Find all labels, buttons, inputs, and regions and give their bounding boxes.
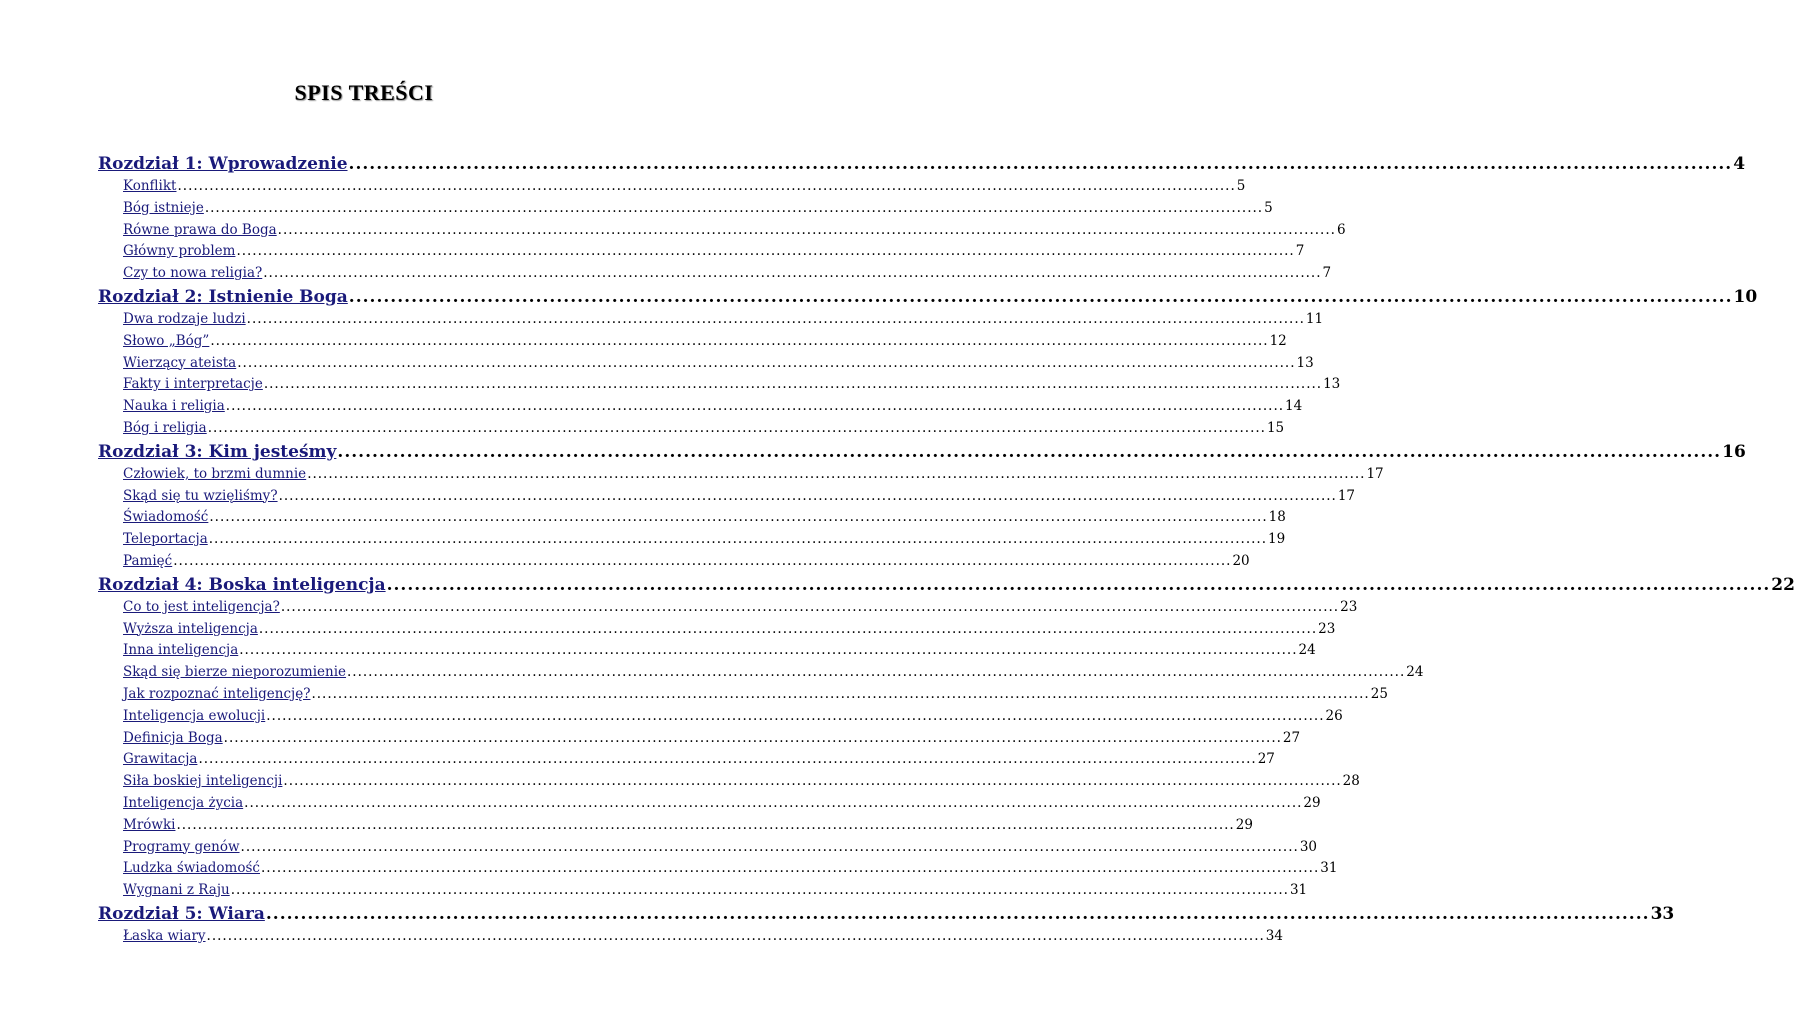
toc-section-link[interactable]: Bóg i religia xyxy=(123,419,207,436)
toc-section-page: 24 xyxy=(1406,664,1424,681)
toc-section[interactable] xyxy=(98,507,1286,529)
toc-leader: ........................................................................................................................................................................................................ xyxy=(311,685,1370,702)
toc-section[interactable] xyxy=(98,749,1275,771)
toc-section-page: 18 xyxy=(1268,509,1286,526)
toc-section-page: 5 xyxy=(1236,178,1246,194)
toc-section-page: 30 xyxy=(1299,838,1317,855)
toc-chapter[interactable] xyxy=(98,902,1675,926)
toc-section-page: 11 xyxy=(1305,310,1324,327)
toc-section-link[interactable]: Nauka i religia xyxy=(123,398,225,415)
toc-leader: ........................................................................................................................................................................................................ xyxy=(278,487,1337,504)
toc-leader: ........................................................................................................................................................................................................ xyxy=(177,178,1236,194)
toc-section[interactable] xyxy=(98,374,1341,396)
toc-chapter[interactable] xyxy=(98,440,1746,464)
toc-leader: ........................................................................................................................................................................................................ xyxy=(237,354,1296,371)
toc-section-link[interactable]: Łaska wiary xyxy=(123,927,206,944)
toc-leader: ........................................................................................................................................................................................................ xyxy=(348,154,1733,174)
toc-section-link[interactable]: Fakty i interpretacje xyxy=(123,376,263,393)
toc-chapter[interactable] xyxy=(98,152,1746,176)
toc-section[interactable] xyxy=(98,926,1283,948)
toc-leader: ........................................................................................................................................................................................................ xyxy=(230,882,1289,899)
toc-section-link[interactable]: Pamięć xyxy=(123,552,173,569)
toc-section-page: 6 xyxy=(1336,221,1346,238)
toc-leader: ........................................................................................................................................................................................................ xyxy=(260,860,1320,877)
toc-section-link[interactable]: Inna inteligencja xyxy=(123,642,239,659)
toc-section-link[interactable]: Bóg istnieje xyxy=(123,199,204,216)
toc-section[interactable] xyxy=(98,793,1321,815)
toc-section-page: 28 xyxy=(1342,773,1360,790)
toc-section-page: 29 xyxy=(1303,794,1321,811)
toc-leader: ........................................................................................................................................................................................................ xyxy=(263,265,1322,282)
toc-section-link[interactable]: Dwa rodzaje ludzi xyxy=(123,310,246,327)
toc-section[interactable] xyxy=(98,176,1246,198)
toc-chapter-page: 16 xyxy=(1722,441,1746,462)
toc-section-link[interactable]: Ludzka świadomość xyxy=(123,860,260,877)
toc-section-page: 13 xyxy=(1296,354,1314,371)
toc-section[interactable] xyxy=(98,464,1384,486)
toc-section-link[interactable]: Co to jest inteligencja? xyxy=(123,598,280,615)
toc-section-page: 23 xyxy=(1318,620,1336,637)
toc-section-page: 19 xyxy=(1268,531,1286,548)
toc-section-page: 29 xyxy=(1235,816,1253,833)
toc-section-link[interactable]: Czy to nowa religia? xyxy=(123,265,263,282)
toc-leader: ........................................................................................................................................................................................................ xyxy=(307,465,1366,482)
toc-section-page: 26 xyxy=(1325,707,1343,724)
toc-section[interactable] xyxy=(98,619,1336,641)
toc-chapter-link[interactable]: Rozdział 4: Boska inteligencja xyxy=(98,574,386,595)
toc-leader: ........................................................................................................................................................................................................ xyxy=(246,310,1305,327)
toc-leader: ........................................................................................................................................................................................................ xyxy=(223,729,1282,746)
toc-section-page: 24 xyxy=(1298,642,1316,659)
toc-leader: ........................................................................................................................................................................................................ xyxy=(258,620,1318,637)
toc-leader: ........................................................................................................................................................................................................ xyxy=(283,773,1342,790)
toc-chapter-link[interactable]: Rozdział 3: Kim jesteśmy xyxy=(98,441,337,462)
toc-section-link[interactable]: Słowo „Bóg” xyxy=(123,332,210,349)
table-of-contents xyxy=(98,152,1795,948)
toc-section-page: 34 xyxy=(1265,927,1283,944)
toc-section-link[interactable]: Wyższa inteligencja xyxy=(123,620,258,637)
toc-section-page: 31 xyxy=(1320,860,1338,877)
toc-section[interactable] xyxy=(98,220,1346,242)
toc-section-page: 25 xyxy=(1370,685,1388,702)
toc-section-page: 14 xyxy=(1285,398,1303,415)
toc-leader: ........................................................................................................................................................................................................ xyxy=(280,598,1340,615)
toc-section[interactable] xyxy=(98,684,1388,706)
toc-leader: ........................................................................................................................................................................................................ xyxy=(386,574,1771,595)
toc-leader: ........................................................................................................................................................................................................ xyxy=(236,243,1295,260)
toc-leader: ........................................................................................................................................................................................................ xyxy=(240,838,1299,855)
toc-chapter-page: 22 xyxy=(1771,574,1795,595)
toc-section[interactable] xyxy=(98,486,1356,508)
toc-leader: ........................................................................................................................................................................................................ xyxy=(208,531,1268,548)
toc-leader: ........................................................................................................................................................................................................ xyxy=(225,398,1285,415)
toc-section[interactable] xyxy=(98,728,1301,750)
toc-leader: ........................................................................................................................................................................................................ xyxy=(209,509,1268,526)
toc-title: SPIS TREŚCI xyxy=(294,80,434,105)
toc-leader: ........................................................................................................................................................................................................ xyxy=(348,286,1733,307)
toc-leader: ........................................................................................................................................................................................................ xyxy=(206,927,1265,944)
toc-leader: ........................................................................................................................................................................................................ xyxy=(244,794,1303,811)
toc-section-page: 27 xyxy=(1257,751,1275,768)
toc-section[interactable] xyxy=(98,837,1317,859)
toc-chapter[interactable] xyxy=(98,573,1795,597)
toc-leader: ........................................................................................................................................................................................................ xyxy=(347,664,1406,681)
toc-leader: ........................................................................................................................................................................................................ xyxy=(277,221,1336,238)
toc-leader: ........................................................................................................................................................................................................ xyxy=(266,707,1325,724)
toc-section-page: 15 xyxy=(1266,419,1285,436)
toc-section-link[interactable]: Teleportacja xyxy=(123,531,208,548)
toc-section-page: 12 xyxy=(1269,332,1287,349)
toc-section-link[interactable]: Grawitacja xyxy=(123,751,198,768)
toc-leader: ........................................................................................................................................................................................................ xyxy=(204,199,1264,216)
toc-section-link[interactable]: Inteligencja życia xyxy=(123,794,244,811)
toc-section-page: 17 xyxy=(1366,465,1384,482)
toc-section-link[interactable]: Skąd się tu wzięliśmy? xyxy=(123,487,278,504)
toc-leader: ........................................................................................................................................................................................................ xyxy=(198,751,1257,768)
toc-section[interactable] xyxy=(98,263,1332,285)
toc-leader: ........................................................................................................................................................................................................ xyxy=(265,903,1650,924)
toc-section[interactable] xyxy=(98,858,1338,880)
toc-section-page: 7 xyxy=(1295,243,1305,260)
toc-section[interactable] xyxy=(98,771,1360,793)
toc-section-link[interactable]: Definicja Boga xyxy=(123,729,223,746)
toc-section-page: 5 xyxy=(1264,199,1273,216)
toc-section[interactable] xyxy=(98,529,1286,551)
toc-section-link[interactable]: Świadomość xyxy=(123,509,209,526)
toc-section[interactable] xyxy=(98,418,1285,440)
toc-chapter-link[interactable]: Rozdział 5: Wiara xyxy=(98,903,265,924)
toc-section[interactable] xyxy=(98,309,1324,331)
toc-section-link[interactable]: Wygnani z Raju xyxy=(123,882,230,899)
toc-leader: ........................................................................................................................................................................................................ xyxy=(239,642,1298,659)
toc-chapter-link[interactable]: Rozdział 2: Istnienie Boga xyxy=(98,286,348,307)
toc-section[interactable] xyxy=(98,396,1303,418)
toc-section[interactable] xyxy=(98,662,1424,684)
toc-section-link[interactable]: Konflikt xyxy=(123,178,177,194)
toc-section-link[interactable]: Jak rozpoznać inteligencję? xyxy=(123,685,311,702)
toc-leader: ........................................................................................................................................................................................................ xyxy=(173,552,1232,569)
toc-section[interactable] xyxy=(98,551,1250,573)
toc-section-page: 13 xyxy=(1323,376,1341,393)
toc-section-link[interactable]: Mrówki xyxy=(123,816,176,833)
toc-section[interactable] xyxy=(98,706,1343,728)
toc-leader: ........................................................................................................................................................................................................ xyxy=(176,816,1235,833)
toc-section[interactable] xyxy=(98,331,1287,353)
toc-section-page: 20 xyxy=(1232,552,1250,569)
toc-section[interactable] xyxy=(98,353,1314,375)
toc-section-page: 7 xyxy=(1322,265,1332,282)
toc-section-page: 17 xyxy=(1337,487,1356,504)
toc-chapter-page: 4 xyxy=(1733,154,1746,174)
toc-leader: ........................................................................................................................................................................................................ xyxy=(337,441,1722,462)
toc-leader: ........................................................................................................................................................................................................ xyxy=(263,376,1323,393)
toc-section-link[interactable]: Inteligencja ewolucji xyxy=(123,707,266,724)
toc-section-link[interactable]: Programy genów xyxy=(123,838,240,855)
toc-section[interactable] xyxy=(98,640,1316,662)
toc-section-link[interactable]: Skąd się bierze nieporozumienie xyxy=(123,664,347,681)
toc-section[interactable] xyxy=(98,198,1273,220)
toc-section[interactable] xyxy=(98,815,1253,837)
toc-section-page: 23 xyxy=(1340,598,1358,615)
toc-section-link[interactable]: Główny problem xyxy=(123,243,236,260)
toc-leader: ........................................................................................................................................................................................................ xyxy=(207,419,1266,436)
toc-section-link[interactable]: Równe prawa do Boga xyxy=(123,221,277,238)
toc-chapter-page: 33 xyxy=(1650,903,1675,924)
toc-section-page: 31 xyxy=(1289,882,1308,899)
toc-section-link[interactable]: Siła boskiej inteligencji xyxy=(123,773,283,790)
toc-chapter-link[interactable]: Rozdział 1: Wprowadzenie xyxy=(98,154,348,174)
toc-section[interactable] xyxy=(98,880,1308,902)
toc-section[interactable] xyxy=(98,597,1358,619)
toc-section-page: 27 xyxy=(1282,729,1301,746)
toc-section[interactable] xyxy=(98,241,1305,263)
toc-section-link[interactable]: Człowiek, to brzmi dumnie xyxy=(123,465,307,482)
toc-chapter[interactable] xyxy=(98,285,1758,309)
toc-chapter-page: 10 xyxy=(1733,286,1758,307)
toc-section-link[interactable]: Wierzący ateista xyxy=(123,354,237,371)
toc-leader: ........................................................................................................................................................................................................ xyxy=(210,332,1269,349)
